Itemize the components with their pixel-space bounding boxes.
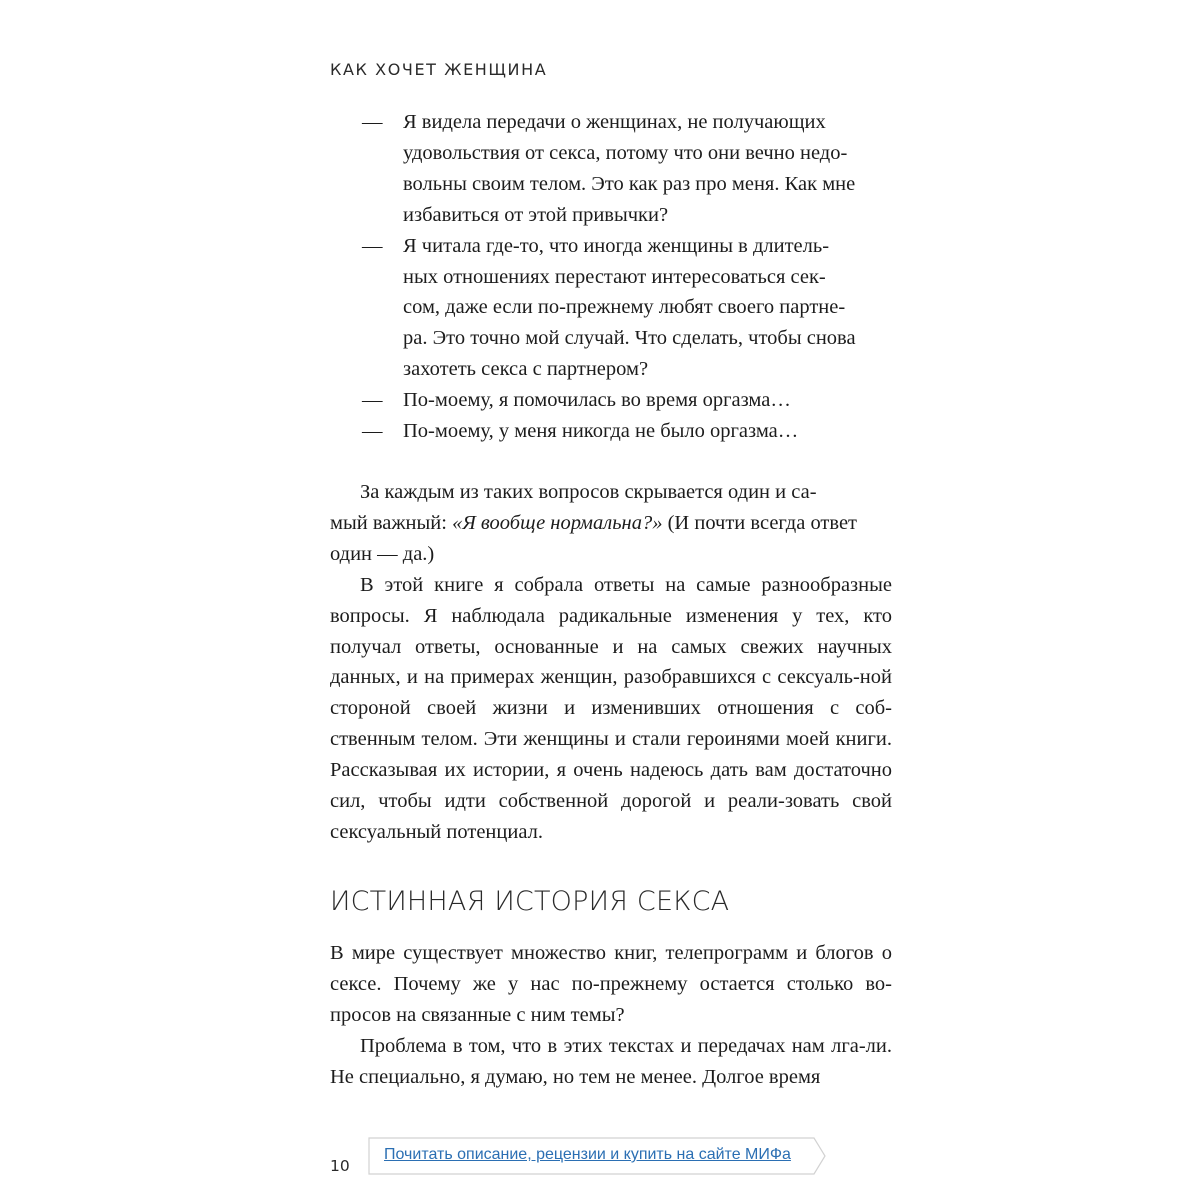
- body-paragraph: В мире существует множество книг, телепрограмм и блогов о сексе. Почему же у нас по-прежнему остается столько во-просов на связанные с ним темы?: [330, 942, 892, 1026]
- question-line: вольны своим телом. Это как раз про меня. Как мне: [403, 172, 856, 195]
- question-item: [330, 107, 892, 231]
- italic-question: «Я вообще нормальна?»: [452, 511, 663, 534]
- promo-banner: [368, 1137, 826, 1175]
- question-line: сом, даже если по-прежнему любят своего партне-: [403, 296, 846, 319]
- dash-marker: —: [362, 234, 383, 257]
- question-line: ных отношениях перестают интересоваться сек-: [403, 265, 826, 288]
- promo-link[interactable]: Почитать описание, рецензии и купить на сайте МИФа: [384, 1146, 791, 1163]
- question-line: удовольствия от секса, потому что они вечно недо-: [403, 141, 848, 164]
- running-head: КАК ХОЧЕТ ЖЕНЩИНА: [330, 60, 548, 79]
- question-item: [330, 231, 892, 386]
- question-item: [330, 385, 892, 416]
- question-line: захотеть секса с партнером?: [403, 358, 649, 381]
- question-line: Я читала где-то, что иногда женщины в длитель-: [403, 234, 830, 257]
- question-line: Я видела передачи о женщинах, не получающих: [403, 111, 826, 133]
- body-text-block: [330, 477, 892, 848]
- body-paragraph: В этой книге я собрала ответы на самые разнообразные вопросы. Я наблюдала радикальные изменения у тех, кто получал ответы, основанные и на самых свежих научных данных, и на примерах женщин, разобравшихся с сексуаль-ной стороной своей жизни и изменивших отношения с соб-ственным телом. Эти женщины и стали героинями моей книги. Рассказывая их истории, я очень надеюсь дать вам достаточно сил, чтобы идти собственной дорогой и реали-зовать свой сексуальный потенциал.: [330, 573, 892, 843]
- question-line: По-моему, я помочилась во время оргазма…: [403, 389, 791, 412]
- dash-marker: —: [362, 389, 383, 412]
- body-paragraph: Проблема в том, что в этих текстах и передачах нам лга-ли. Не специально, я думаю, но тем не менее. Долгое время: [330, 1034, 892, 1088]
- question-line: избавиться от этой привычки?: [403, 203, 669, 226]
- page-number: 10: [330, 1157, 350, 1175]
- question-item: [330, 416, 892, 447]
- paragraph-text: За каждым из таких вопросов скрывается один и са- мый важный:: [330, 481, 817, 534]
- dash-marker: —: [362, 420, 383, 443]
- paragraph-text: (И почти всегда ответ один — да.): [330, 511, 858, 565]
- body-text-block: [330, 938, 892, 1093]
- dash-marker: —: [362, 111, 383, 133]
- body-paragraph: [330, 477, 892, 570]
- question-line: По-моему, у меня никогда не было оргазма…: [403, 420, 799, 443]
- question-list: [330, 107, 892, 447]
- question-line: ра. Это точно мой случай. Что сделать, чтобы снова: [403, 327, 856, 350]
- section-heading: ИСТИННАЯ ИСТОРИЯ СЕКСА: [330, 886, 730, 917]
